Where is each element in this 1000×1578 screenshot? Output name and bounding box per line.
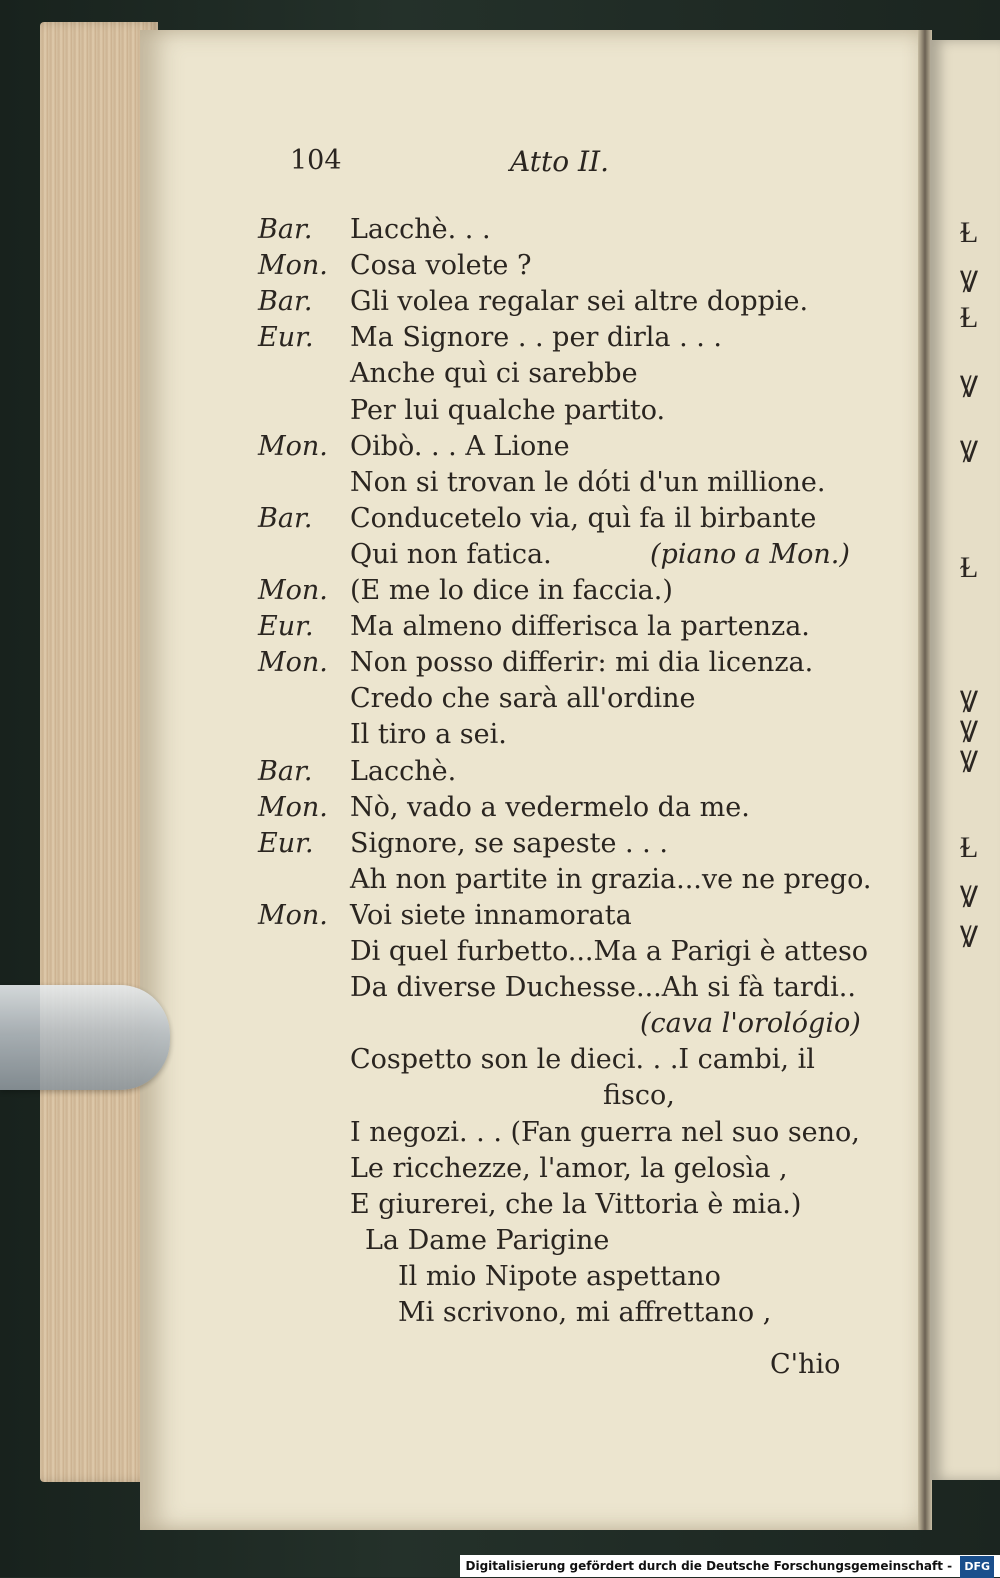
speaker-label: Mon. bbox=[258, 250, 328, 282]
dfg-logo: DFG bbox=[960, 1556, 994, 1578]
speaker-label: Mon. bbox=[258, 791, 328, 823]
line-text: Anche quì ci sarebbe bbox=[350, 358, 638, 390]
text-line bbox=[0, 646, 1000, 680]
facing-page-glyph: Ɫ bbox=[960, 550, 979, 585]
facing-page-glyph: Ꝟ bbox=[960, 880, 979, 915]
line-text: (E me lo dice in faccia.) bbox=[350, 575, 673, 606]
speaker-label: Bar. bbox=[258, 502, 313, 534]
speaker-label: Eur. bbox=[258, 322, 314, 354]
line-text: Credo che sarà all'ordine bbox=[350, 683, 696, 715]
text-line bbox=[0, 394, 1000, 428]
speaker-label: Bar. bbox=[258, 286, 313, 318]
line-text: Ah non partite in grazia...ve ne prego. bbox=[350, 863, 872, 895]
text-line bbox=[0, 1224, 1000, 1258]
aria-verse: La Dame Parigine bbox=[365, 1224, 610, 1256]
stage-direction: (piano a Mon.) bbox=[650, 538, 850, 570]
text-line bbox=[0, 1260, 1000, 1294]
facing-page-glyph: Ꝟ bbox=[960, 715, 979, 750]
facing-page-glyph: Ꝟ bbox=[960, 745, 979, 780]
text-line bbox=[0, 1152, 1000, 1186]
facing-page-glyph: Ɫ bbox=[960, 830, 979, 865]
text-line bbox=[0, 791, 1000, 825]
line-text: Da diverse Duchesse...Ah si fà tardi.. bbox=[350, 972, 856, 1004]
line-text: Ma Signore . . per dirla . . . bbox=[350, 322, 722, 354]
page-holder-clip bbox=[0, 985, 170, 1090]
speaker-label: Mon. bbox=[258, 430, 328, 462]
line-text: Non posso differir: mi dia licenza. bbox=[350, 647, 814, 679]
text-line bbox=[0, 430, 1000, 464]
page-number: 104 bbox=[290, 145, 342, 176]
line-text: Ma almeno differisca la partenza. bbox=[350, 611, 810, 643]
speaker-label: Mon. bbox=[258, 647, 328, 679]
speaker-label: Bar. bbox=[258, 755, 313, 787]
text-line bbox=[0, 718, 1000, 752]
line-text: Non si trovan le dóti d'un millione. bbox=[350, 466, 826, 498]
line-text: Cospetto son le dieci. . .I cambi, il bbox=[350, 1044, 815, 1076]
facing-page-glyph: Ꝟ bbox=[960, 920, 979, 955]
speaker-label: Bar. bbox=[258, 214, 313, 245]
line-text: Cosa volete ? bbox=[350, 250, 532, 282]
text-line bbox=[0, 1116, 1000, 1150]
text-line bbox=[0, 574, 1000, 608]
credit-text: Digitalisierung gefördert durch die Deutsche Forschungsgemeinschaft - bbox=[465, 1559, 953, 1573]
speaker-label: Mon. bbox=[258, 899, 328, 931]
line-text: Voi siete innamorata bbox=[350, 899, 632, 931]
text-line bbox=[0, 935, 1000, 969]
text-line bbox=[0, 610, 1000, 644]
catchword-text: C'hio bbox=[770, 1349, 841, 1380]
text-line bbox=[0, 682, 1000, 716]
aria-verse: Mi scrivono, mi affrettano , bbox=[398, 1297, 772, 1328]
facing-page-glyph: Ꝟ bbox=[960, 265, 979, 300]
facing-page-glyph: Ɫ bbox=[960, 300, 979, 335]
line-text: Conducetelo via, quì fa il birbante bbox=[350, 502, 817, 534]
page-header bbox=[290, 145, 850, 185]
text-line bbox=[0, 899, 1000, 933]
text-line bbox=[0, 755, 1000, 789]
line-continuation: fisco, bbox=[603, 1080, 675, 1112]
text-line bbox=[0, 863, 1000, 897]
text-line bbox=[0, 249, 1000, 283]
line-text: E giurerei, che la Vittoria è mia.) bbox=[350, 1188, 802, 1220]
text-line bbox=[0, 1188, 1000, 1222]
speaker-label: Eur. bbox=[258, 827, 314, 859]
running-title: Atto II. bbox=[510, 145, 610, 178]
facing-page-glyph: Ꝟ bbox=[960, 685, 979, 720]
stage-direction: (cava l'orológio) bbox=[640, 1008, 861, 1040]
facing-page-glyph: Ꝟ bbox=[960, 435, 979, 470]
digitization-credit bbox=[460, 1555, 1000, 1577]
text-line bbox=[0, 1079, 1000, 1113]
text-line bbox=[0, 285, 1000, 319]
line-text: Le ricchezze, l'amor, la gelosìa , bbox=[350, 1152, 788, 1184]
text-line bbox=[0, 357, 1000, 391]
line-text: Il tiro a sei. bbox=[350, 719, 507, 751]
line-text: Gli volea regalar sei altre doppie. bbox=[350, 286, 809, 318]
line-text: Nò, vado a vedermelo da me. bbox=[350, 791, 750, 823]
aria-verse: Il mio Nipote aspettano bbox=[398, 1260, 721, 1292]
text-line bbox=[0, 466, 1000, 500]
line-text: Lacchè. . . bbox=[350, 214, 491, 245]
text-line bbox=[0, 827, 1000, 861]
line-text: Per lui qualche partito. bbox=[350, 394, 666, 426]
facing-page-glyph: Ɫ bbox=[960, 215, 979, 250]
line-text: Qui non fatica. bbox=[350, 538, 552, 570]
speaker-label: Mon. bbox=[258, 575, 328, 606]
catchword bbox=[770, 1348, 840, 1382]
line-text: Signore, se sapeste . . . bbox=[350, 827, 668, 859]
line-text: Di quel furbetto...Ma a Parigi è atteso bbox=[350, 936, 869, 967]
text-line bbox=[0, 502, 1000, 536]
line-text: I negozi. . . (Fan guerra nel suo seno, bbox=[350, 1116, 860, 1148]
text-line bbox=[0, 321, 1000, 355]
line-text: Lacchè. bbox=[350, 755, 457, 787]
speaker-label: Eur. bbox=[258, 611, 314, 643]
text-line bbox=[0, 538, 1000, 572]
line-text: Oibò. . . A Lione bbox=[350, 430, 570, 462]
text-line bbox=[0, 213, 1000, 247]
text-line bbox=[0, 1296, 1000, 1330]
facing-page-glyph: Ꝟ bbox=[960, 370, 979, 405]
